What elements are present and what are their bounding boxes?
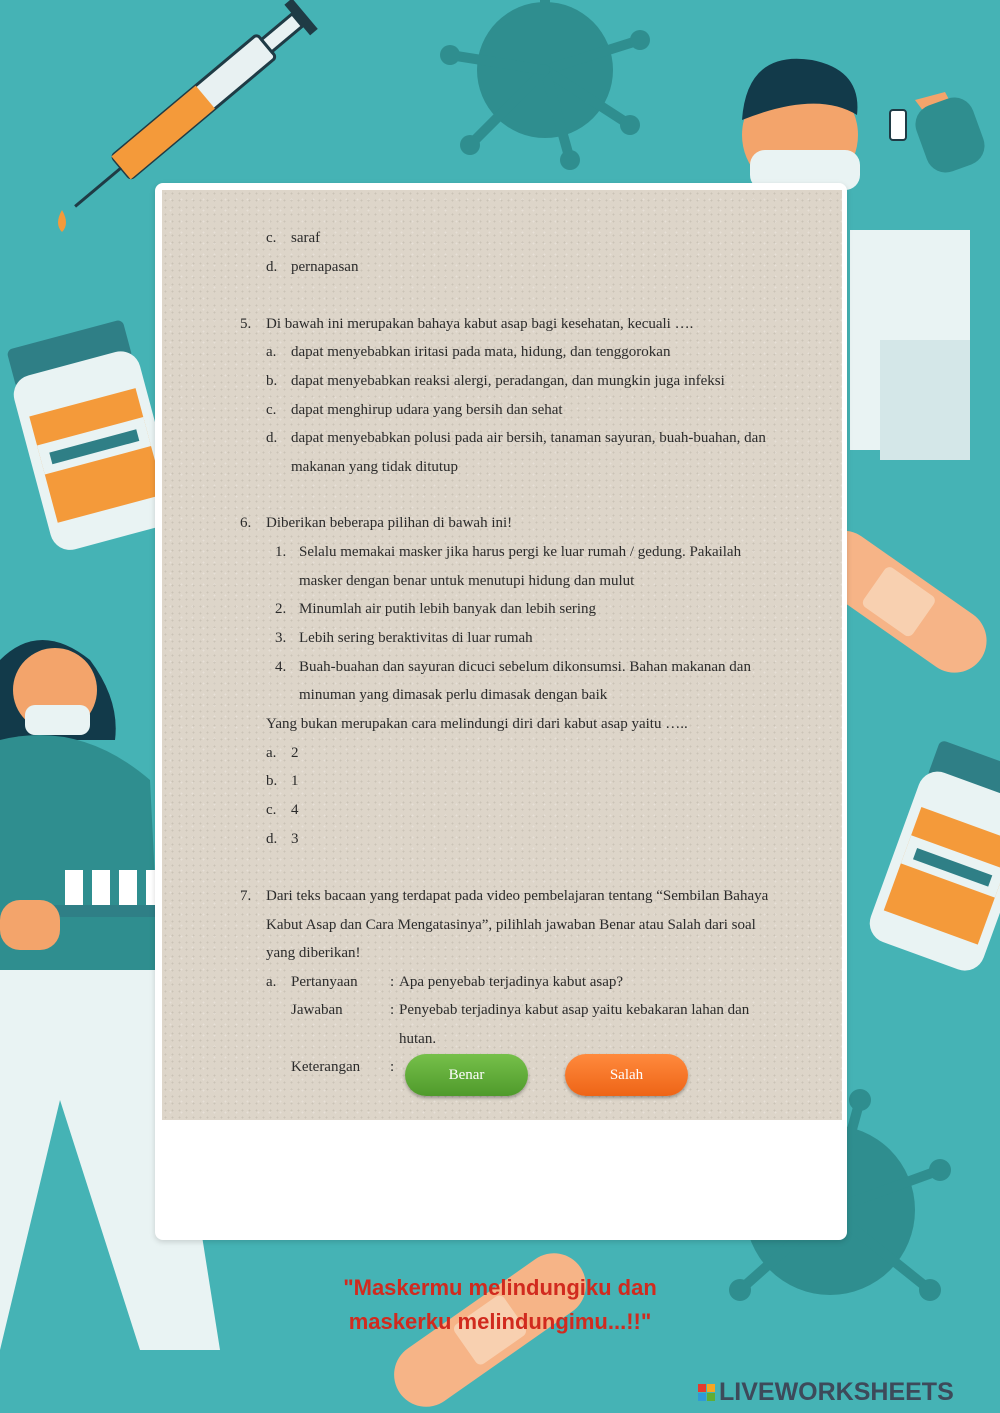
option-text: 1 <box>291 773 299 789</box>
keterangan-colon: : <box>390 1059 395 1075</box>
option-text: 2 <box>291 745 299 761</box>
question-number: 7. <box>240 888 252 904</box>
option-letter: c. <box>266 802 277 818</box>
jawaban-text: Penyebab terjadinya kabut asap yaitu kebakaran lahan dan <box>399 1002 750 1018</box>
option-text: dapat menyebabkan polusi pada air bersih, tanaman sayuran, buah-buahan, dan <box>291 430 766 446</box>
list-text: Buah-buahan dan sayuran dicuci sebelum dikonsumsi. Bahan makanan dan <box>299 659 751 675</box>
option-letter: b. <box>266 773 278 789</box>
option-letter: a. <box>266 745 277 761</box>
quote-line: "Maskermu melindungiku dan <box>343 1275 657 1300</box>
option-letter: d. <box>266 259 278 275</box>
option-letter: d. <box>266 430 278 446</box>
question-text: Kabut Asap dan Cara Mengatasinya”, pilihlah jawaban Benar atau Salah dari soal <box>266 917 756 933</box>
keterangan-label: Keterangan <box>291 1059 361 1075</box>
pertanyaan-label: Pertanyaan <box>291 974 358 990</box>
list-number: 1. <box>275 544 287 560</box>
list-number: 4. <box>275 659 287 675</box>
option-letter: d. <box>266 831 278 847</box>
option-letter: b. <box>266 373 278 389</box>
salah-button[interactable]: Salah <box>565 1054 688 1096</box>
sub-letter: a. <box>266 974 277 990</box>
liveworksheets-logo <box>698 1378 954 1407</box>
benar-button[interactable]: Benar <box>405 1054 528 1096</box>
list-number: 2. <box>275 601 287 617</box>
option-text: saraf <box>291 230 321 246</box>
option-text: dapat menghirup udara yang bersih dan sehat <box>291 402 563 418</box>
list-text: Minumlah air putih lebih banyak dan lebih sering <box>299 601 597 617</box>
question-text: Di bawah ini merupakan bahaya kabut asap bagi kesehatan, kecuali …. <box>266 316 694 332</box>
question-text: Dari teks bacaan yang terdapat pada video pembelajaran tentang “Sembilan Bahaya <box>266 888 769 904</box>
logo-grid-icon <box>698 1384 715 1401</box>
option-text: 3 <box>291 831 299 847</box>
jawaban-colon: : <box>390 1002 395 1018</box>
option-text: 4 <box>291 802 299 818</box>
jawaban-text: hutan. <box>399 1031 437 1047</box>
brand-text: LIVEWORKSHEETS <box>719 1378 954 1406</box>
option-text: makanan yang tidak ditutup <box>291 459 459 475</box>
option-text: dapat menyebabkan reaksi alergi, peradangan, dan mungkin juga infeksi <box>291 373 725 389</box>
virus-icon <box>440 0 650 170</box>
list-text: Lebih sering beraktivitas di luar rumah <box>299 630 533 646</box>
list-text: Selalu memakai masker jika harus pergi ke luar rumah / gedung. Pakailah <box>299 544 742 560</box>
vial-icon <box>864 738 1000 976</box>
logo-cell <box>698 1393 706 1401</box>
option-letter: a. <box>266 344 277 360</box>
option-letter: c. <box>266 402 277 418</box>
logo-cell <box>707 1393 715 1401</box>
pertanyaan-colon: : <box>390 974 395 990</box>
logo-cell <box>707 1384 715 1392</box>
question-text: yang diberikan! <box>266 945 361 961</box>
logo-cell <box>698 1384 706 1392</box>
pertanyaan-text: Apa penyebab terjadinya kabut asap? <box>399 974 624 990</box>
option-letter: c. <box>266 230 277 246</box>
list-number: 3. <box>275 630 287 646</box>
quote-line: maskerku melindungimu...!!" <box>348 1309 652 1334</box>
question-number: 5. <box>240 316 252 332</box>
question-text: Diberikan beberapa pilihan di bawah ini! <box>266 515 513 531</box>
option-text: dapat menyebabkan iritasi pada mata, hidung, dan tenggorokan <box>291 344 671 360</box>
list-text: masker dengan benar untuk menutupi hidung dan mulut <box>299 573 635 589</box>
list-text: minuman yang dimasak perlu dimasak dengan baik <box>299 687 608 703</box>
jawaban-label: Jawaban <box>291 1002 343 1018</box>
option-text: pernapasan <box>291 259 359 275</box>
question-number: 6. <box>240 515 252 531</box>
question-text: Yang bukan merupakan cara melindungi diri dari kabut asap yaitu ….. <box>266 716 688 732</box>
